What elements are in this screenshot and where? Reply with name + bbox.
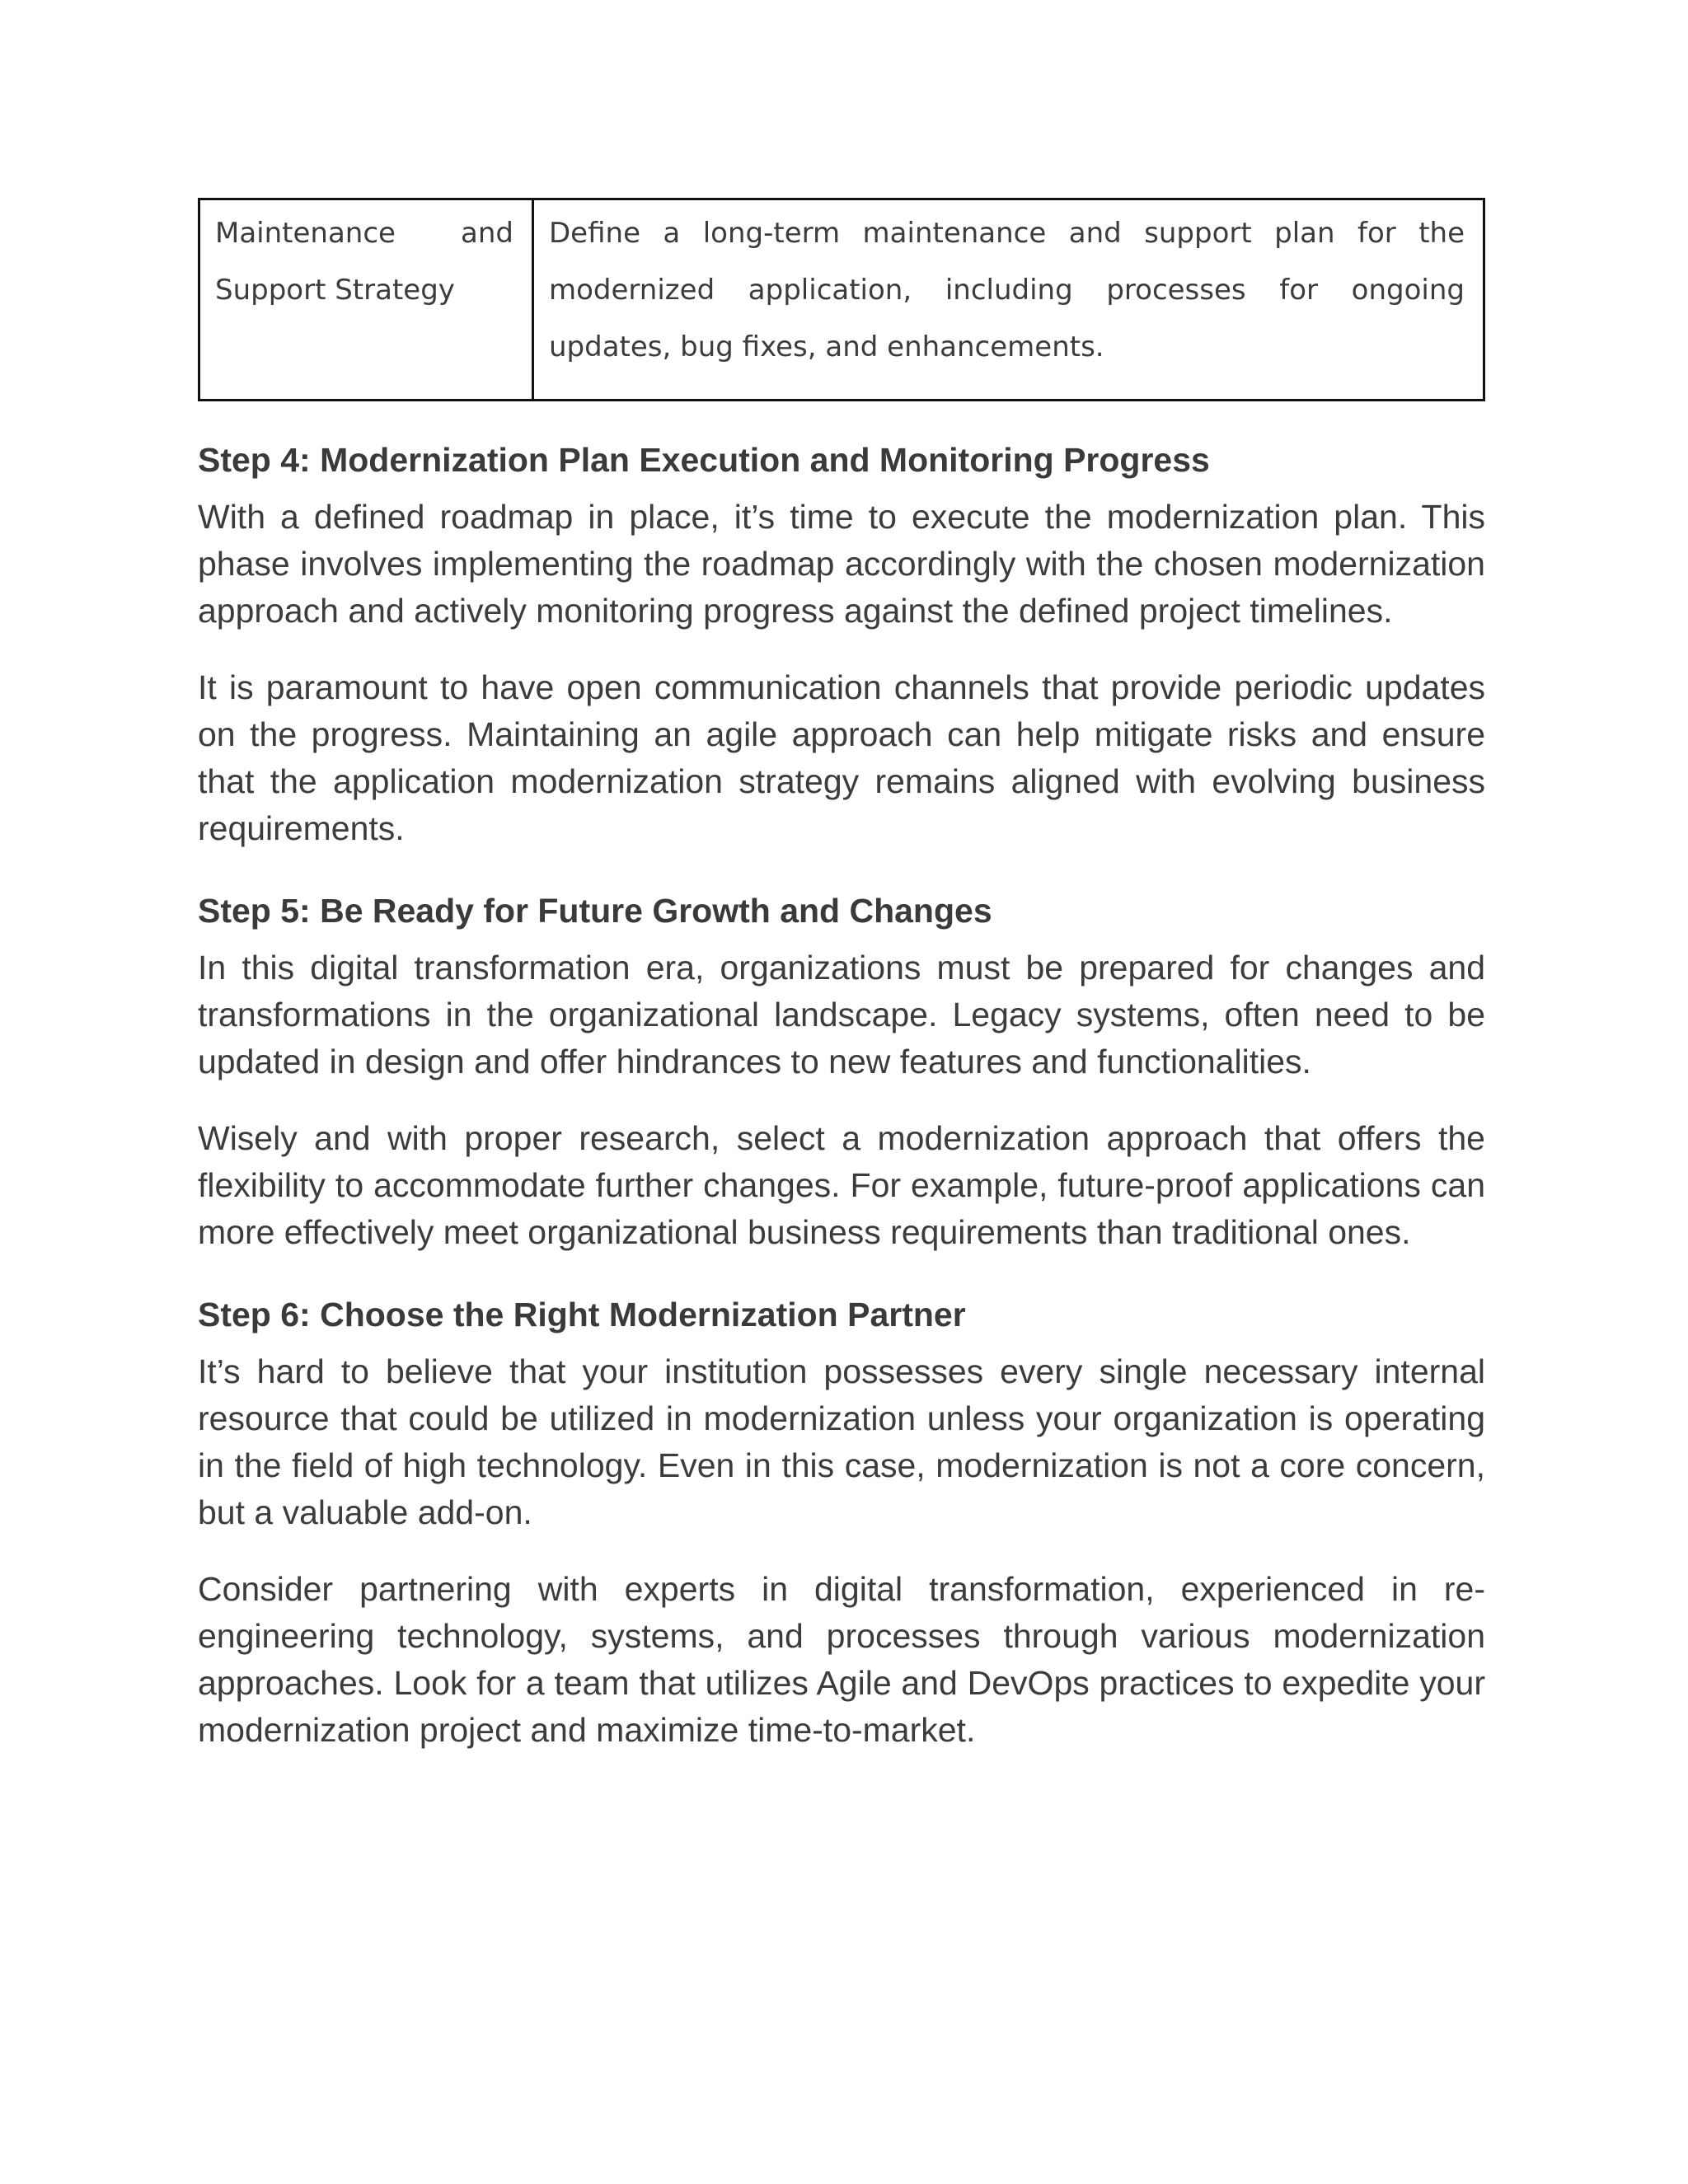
paragraph: It is paramount to have open communication channels that provide periodic updates on the progress. Maintaining an agile approach can help mitigate risks and ensure that the application modernization strategy remains aligned with evolving business requirements. xyxy=(198,668,1485,847)
table-row xyxy=(199,199,1484,401)
table-cell-description: Define a long-term maintenance and support plan for the modernized application, including processes for ongoing updates, bug fixes, and enhancements. xyxy=(533,199,1484,401)
paragraph: In this digital transformation era, organizations must be prepared for changes and transformations in the organizational landscape. Legacy systems, often need to be updated in design and offer hindrances to new features and functionalities. xyxy=(198,949,1485,1080)
section-step-5 xyxy=(198,887,1485,1256)
strategy-table xyxy=(198,198,1485,401)
section-heading: Step 4: Modernization Plan Execution and Monitoring Progress xyxy=(198,441,1210,479)
section-heading: Step 5: Be Ready for Future Growth and Changes xyxy=(198,892,992,930)
section-step-6 xyxy=(198,1291,1485,1754)
paragraph: With a defined roadmap in place, it’s time to execute the modernization plan. This phase involves implementing the roadmap accordingly with the chosen modernization approach and actively monitoring progress against the defined project timelines. xyxy=(198,498,1485,630)
document-page xyxy=(198,198,1485,1754)
table-cell-label: Maintenance and Support Strategy xyxy=(199,199,533,401)
section-heading: Step 6: Choose the Right Modernization Partner xyxy=(198,1296,966,1333)
paragraph: It’s hard to believe that your institution possesses every single necessary internal resource that could be utilized in modernization unless your organization is operating in the field of high technology. Even in this case, modernization is not a core concern, but a valuable add-on. xyxy=(198,1352,1485,1531)
paragraph: Consider partnering with experts in digital transformation, experienced in re-engineering technology, systems, and processes through various modernization approaches. Look for a team that utilizes Agile and DevOps practices to expedite your modernization project and maximize time-to-market. xyxy=(198,1570,1485,1749)
section-step-4 xyxy=(198,436,1485,852)
paragraph: Wisely and with proper research, select a modernization approach that offers the flexibility to accommodate further changes. For example, future-proof applications can more effectively meet organizational business requirements than traditional ones. xyxy=(198,1119,1485,1251)
